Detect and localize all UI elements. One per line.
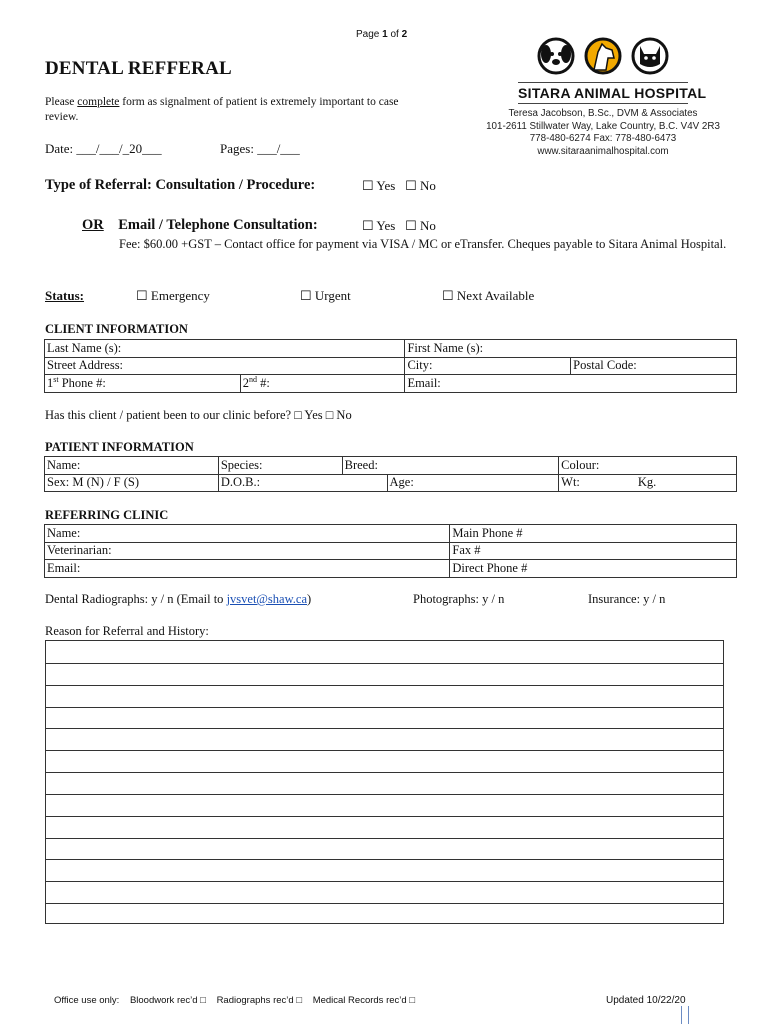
hospital-name: SITARA ANIMAL HOSPITAL bbox=[518, 82, 688, 104]
office-use-label: Office use only: bbox=[54, 995, 120, 1006]
email-consult-no[interactable]: ☐ No bbox=[405, 218, 436, 233]
referral-type-label: Type of Referral bbox=[45, 177, 147, 193]
intro-pre: Please bbox=[45, 96, 75, 108]
radiographs-close: ) bbox=[307, 592, 312, 606]
referral-type-value: : Consultation / Procedure: bbox=[147, 177, 316, 193]
reason-rule-line bbox=[46, 772, 723, 773]
status-label: Status: bbox=[45, 288, 85, 303]
client-first-name[interactable]: First Name (s): bbox=[405, 340, 737, 358]
patient-name[interactable]: Name: bbox=[45, 457, 219, 475]
clinic-name[interactable]: Name: bbox=[45, 525, 450, 543]
clinic-main-phone[interactable]: Main Phone # bbox=[450, 525, 737, 543]
office-use-footer bbox=[54, 995, 423, 1006]
updated-date: Updated 10/22/20 bbox=[606, 995, 686, 1006]
patient-table bbox=[44, 456, 737, 492]
email-consult-yes[interactable]: ☐ Yes bbox=[362, 218, 396, 233]
client-phone2[interactable] bbox=[240, 375, 405, 393]
reason-text-area[interactable] bbox=[45, 640, 724, 924]
bloodwork-received[interactable]: Bloodwork rec’d □ bbox=[129, 995, 206, 1006]
referral-type-yes[interactable]: ☐ Yes bbox=[362, 178, 396, 193]
status-urgent[interactable]: ☐ Urgent bbox=[300, 288, 351, 303]
page-of: of bbox=[390, 29, 399, 40]
medical-records-received[interactable]: Medical Records rec’d □ bbox=[312, 995, 416, 1006]
page-prefix: Page bbox=[356, 29, 380, 40]
client-email[interactable]: Email: bbox=[405, 375, 737, 393]
date-field[interactable]: Date: ___/___/_20___ bbox=[45, 141, 162, 156]
patient-breed[interactable]: Breed: bbox=[342, 457, 559, 475]
hospital-doctors: Teresa Jacobson, B.Sc., DVM & Associates bbox=[508, 108, 698, 119]
cat-icon bbox=[633, 39, 667, 73]
intro-underlined: complete bbox=[77, 96, 120, 108]
email-consult-label: Email / Telephone Consultation: bbox=[118, 217, 318, 233]
photographs-field[interactable]: Photographs: y / n bbox=[413, 592, 505, 606]
patient-sex[interactable]: Sex: M (N) / F (S) bbox=[45, 474, 219, 492]
email-consult-options bbox=[362, 218, 436, 234]
intro-post: form as signalment of patient is extremely important to case review. bbox=[45, 96, 399, 123]
page-number bbox=[356, 29, 407, 40]
or-label: OR bbox=[82, 217, 104, 233]
reason-label: Reason for Referral and History: bbox=[45, 624, 209, 638]
hospital-address-block bbox=[455, 108, 751, 158]
fee-text: Fee: $60.00 +GST – Contact office for payment via VISA / MC or eTransfer. Cheques payable to Sitara Animal Hospital. bbox=[119, 237, 727, 251]
hospital-address: 101-2611 Stillwater Way, Lake Country, B.C. V4V 2R3 bbox=[486, 120, 720, 132]
patient-heading: PATIENT INFORMATION bbox=[45, 440, 194, 454]
clinic-fax[interactable]: Fax # bbox=[450, 542, 737, 560]
hospital-phones: 778-480-6274 Fax: 778-480-6473 bbox=[529, 133, 677, 144]
status-emergency[interactable]: ☐ Emergency bbox=[136, 288, 210, 303]
referral-type-options bbox=[362, 178, 436, 194]
hospital-website: www.sitaraanimalhospital.com bbox=[537, 145, 669, 157]
client-phone1[interactable] bbox=[45, 375, 241, 393]
intro-text bbox=[45, 95, 425, 125]
patient-age[interactable]: Age: bbox=[387, 474, 559, 492]
clinic-email[interactable]: Email: bbox=[45, 560, 450, 578]
reason-rule-line bbox=[46, 903, 723, 904]
page-title: DENTAL REFFERAL bbox=[45, 58, 232, 79]
weight-unit: Kg. bbox=[637, 475, 657, 490]
clinic-direct-phone[interactable]: Direct Phone # bbox=[450, 560, 737, 578]
patient-species[interactable]: Species: bbox=[218, 457, 342, 475]
page-total: 2 bbox=[401, 29, 408, 40]
reason-rule-line bbox=[46, 707, 723, 708]
client-street[interactable]: Street Address: bbox=[45, 357, 405, 375]
weight-label: Wt: bbox=[561, 475, 580, 490]
client-last-name[interactable]: Last Name (s): bbox=[45, 340, 405, 358]
phone1-num: 1 bbox=[47, 376, 54, 391]
phone2-num: 2 bbox=[242, 376, 249, 391]
referral-type bbox=[45, 177, 315, 194]
patient-weight[interactable] bbox=[559, 474, 737, 492]
client-city[interactable]: City: bbox=[405, 357, 571, 375]
email-consult-line bbox=[82, 217, 318, 234]
patient-colour[interactable]: Colour: bbox=[559, 457, 737, 475]
phone1-rest: Phone #: bbox=[58, 376, 106, 391]
pages-field[interactable]: Pages: ___/___ bbox=[220, 141, 300, 156]
radiographs-email-link[interactable]: jvsvet@shaw.ca bbox=[226, 592, 308, 606]
phone2-sup: nd bbox=[248, 375, 257, 385]
patient-dob[interactable]: D.O.B.: bbox=[218, 474, 387, 492]
previous-visit-question[interactable]: Has this client / patient been to our clinic before? □ Yes □ No bbox=[45, 408, 352, 422]
clinic-heading: REFERRING CLINIC bbox=[45, 508, 169, 522]
horse-icon bbox=[586, 39, 620, 73]
reason-rule-line bbox=[46, 816, 723, 817]
radiographs-received[interactable]: Radiographs rec’d □ bbox=[216, 995, 303, 1006]
reason-rule-line bbox=[46, 881, 723, 882]
insurance-field[interactable]: Insurance: y / n bbox=[588, 592, 666, 606]
dog-icon bbox=[539, 39, 573, 73]
phone2-rest: #: bbox=[256, 376, 270, 391]
clinic-table bbox=[44, 524, 737, 578]
phone1-sup: st bbox=[53, 375, 59, 385]
reason-rule-line bbox=[46, 663, 723, 664]
client-table bbox=[44, 339, 737, 393]
radiographs-label[interactable]: Dental Radiographs: y / n (Email to bbox=[45, 592, 227, 606]
clinic-vet[interactable]: Veterinarian: bbox=[45, 542, 450, 560]
reason-rule-line bbox=[46, 685, 723, 686]
reason-rule-line bbox=[46, 859, 723, 860]
status-next-available[interactable]: ☐ Next Available bbox=[442, 288, 535, 303]
page-edge-marker bbox=[681, 1006, 689, 1024]
client-heading: CLIENT INFORMATION bbox=[45, 322, 188, 336]
reason-rule-line bbox=[46, 750, 723, 751]
hospital-logo bbox=[536, 36, 670, 76]
reason-rule-line bbox=[46, 728, 723, 729]
page-current: 1 bbox=[382, 29, 388, 40]
reason-rule-line bbox=[46, 838, 723, 839]
radiographs-line bbox=[45, 592, 311, 607]
client-postal[interactable]: Postal Code: bbox=[571, 357, 737, 375]
referral-type-no[interactable]: ☐ No bbox=[405, 178, 436, 193]
reason-rule-line bbox=[46, 794, 723, 795]
